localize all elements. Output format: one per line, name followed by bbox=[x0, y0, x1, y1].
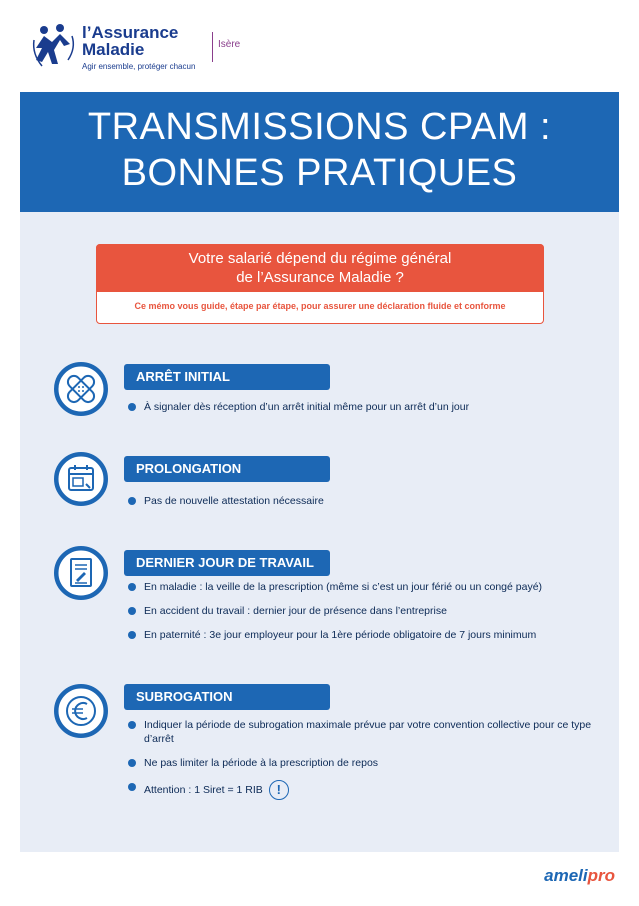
bullet-list bbox=[128, 494, 598, 518]
list-item: Ne pas limiter la période à la prescription de repos bbox=[128, 756, 598, 770]
list-item: En maladie : la veille de la prescription (même si c’est un jour férié ou un congé payé) bbox=[128, 580, 598, 594]
brand-part-2: pro bbox=[587, 866, 615, 885]
calendar-icon bbox=[54, 452, 108, 506]
list-item: En accident du travail : dernier jour de présence dans l’entreprise bbox=[128, 604, 598, 618]
list-item: Indiquer la période de subrogation maximale prévue par votre convention collective pour ce type d’arrêt bbox=[128, 718, 598, 746]
section-title: SUBROGATION bbox=[124, 684, 330, 710]
banner-title-line-1: TRANSMISSIONS CPAM : bbox=[87, 106, 552, 148]
logo-separator bbox=[212, 32, 213, 62]
euro-icon bbox=[54, 684, 108, 738]
bullet-list bbox=[128, 718, 598, 810]
bullet-list bbox=[128, 580, 598, 652]
list-item bbox=[128, 780, 598, 800]
list-item: En paternité : 3e jour employeur pour la 1ère période obligatoire de 7 jours minimum bbox=[128, 628, 598, 642]
logo-region: Isère bbox=[218, 39, 241, 50]
brand-part-1: ameli bbox=[544, 866, 588, 885]
logo-line-1: l’Assurance bbox=[82, 23, 179, 42]
warning-icon: ! bbox=[269, 780, 289, 800]
assurance-maladie-logo bbox=[30, 14, 260, 76]
section-title: PROLONGATION bbox=[124, 456, 330, 482]
people-logo-icon bbox=[30, 18, 78, 72]
amelipro-logo bbox=[544, 866, 615, 886]
callout-line-2: de l’Assurance Maladie ? bbox=[236, 269, 404, 286]
section-title: DERNIER JOUR DE TRAVAIL bbox=[124, 550, 330, 576]
callout-heading bbox=[96, 244, 544, 292]
section-title: ARRÊT INITIAL bbox=[124, 364, 330, 390]
logo-tagline: Agir ensemble, protéger chacun bbox=[82, 62, 196, 71]
callout-line-1: Votre salarié dépend du régime général bbox=[188, 250, 452, 267]
title-banner bbox=[20, 92, 619, 212]
bullet-list bbox=[128, 400, 598, 424]
list-item: À signaler dès réception d’un arrêt initial même pour un arrêt d’un jour bbox=[128, 400, 598, 414]
main-panel bbox=[20, 92, 619, 852]
callout-subtitle: Ce mémo vous guide, étape par étape, pour assurer une déclaration fluide et conforme bbox=[134, 301, 506, 311]
intro-callout bbox=[96, 244, 544, 324]
document-icon bbox=[54, 546, 108, 600]
list-item: Pas de nouvelle attestation nécessaire bbox=[128, 494, 598, 508]
bandage-icon bbox=[54, 362, 108, 416]
logo-line-2: Maladie bbox=[82, 40, 145, 59]
list-item-text: Attention : 1 Siret = 1 RIB bbox=[144, 783, 263, 796]
logo-title bbox=[82, 24, 178, 58]
banner-title-line-2: BONNES PRATIQUES bbox=[121, 152, 518, 194]
